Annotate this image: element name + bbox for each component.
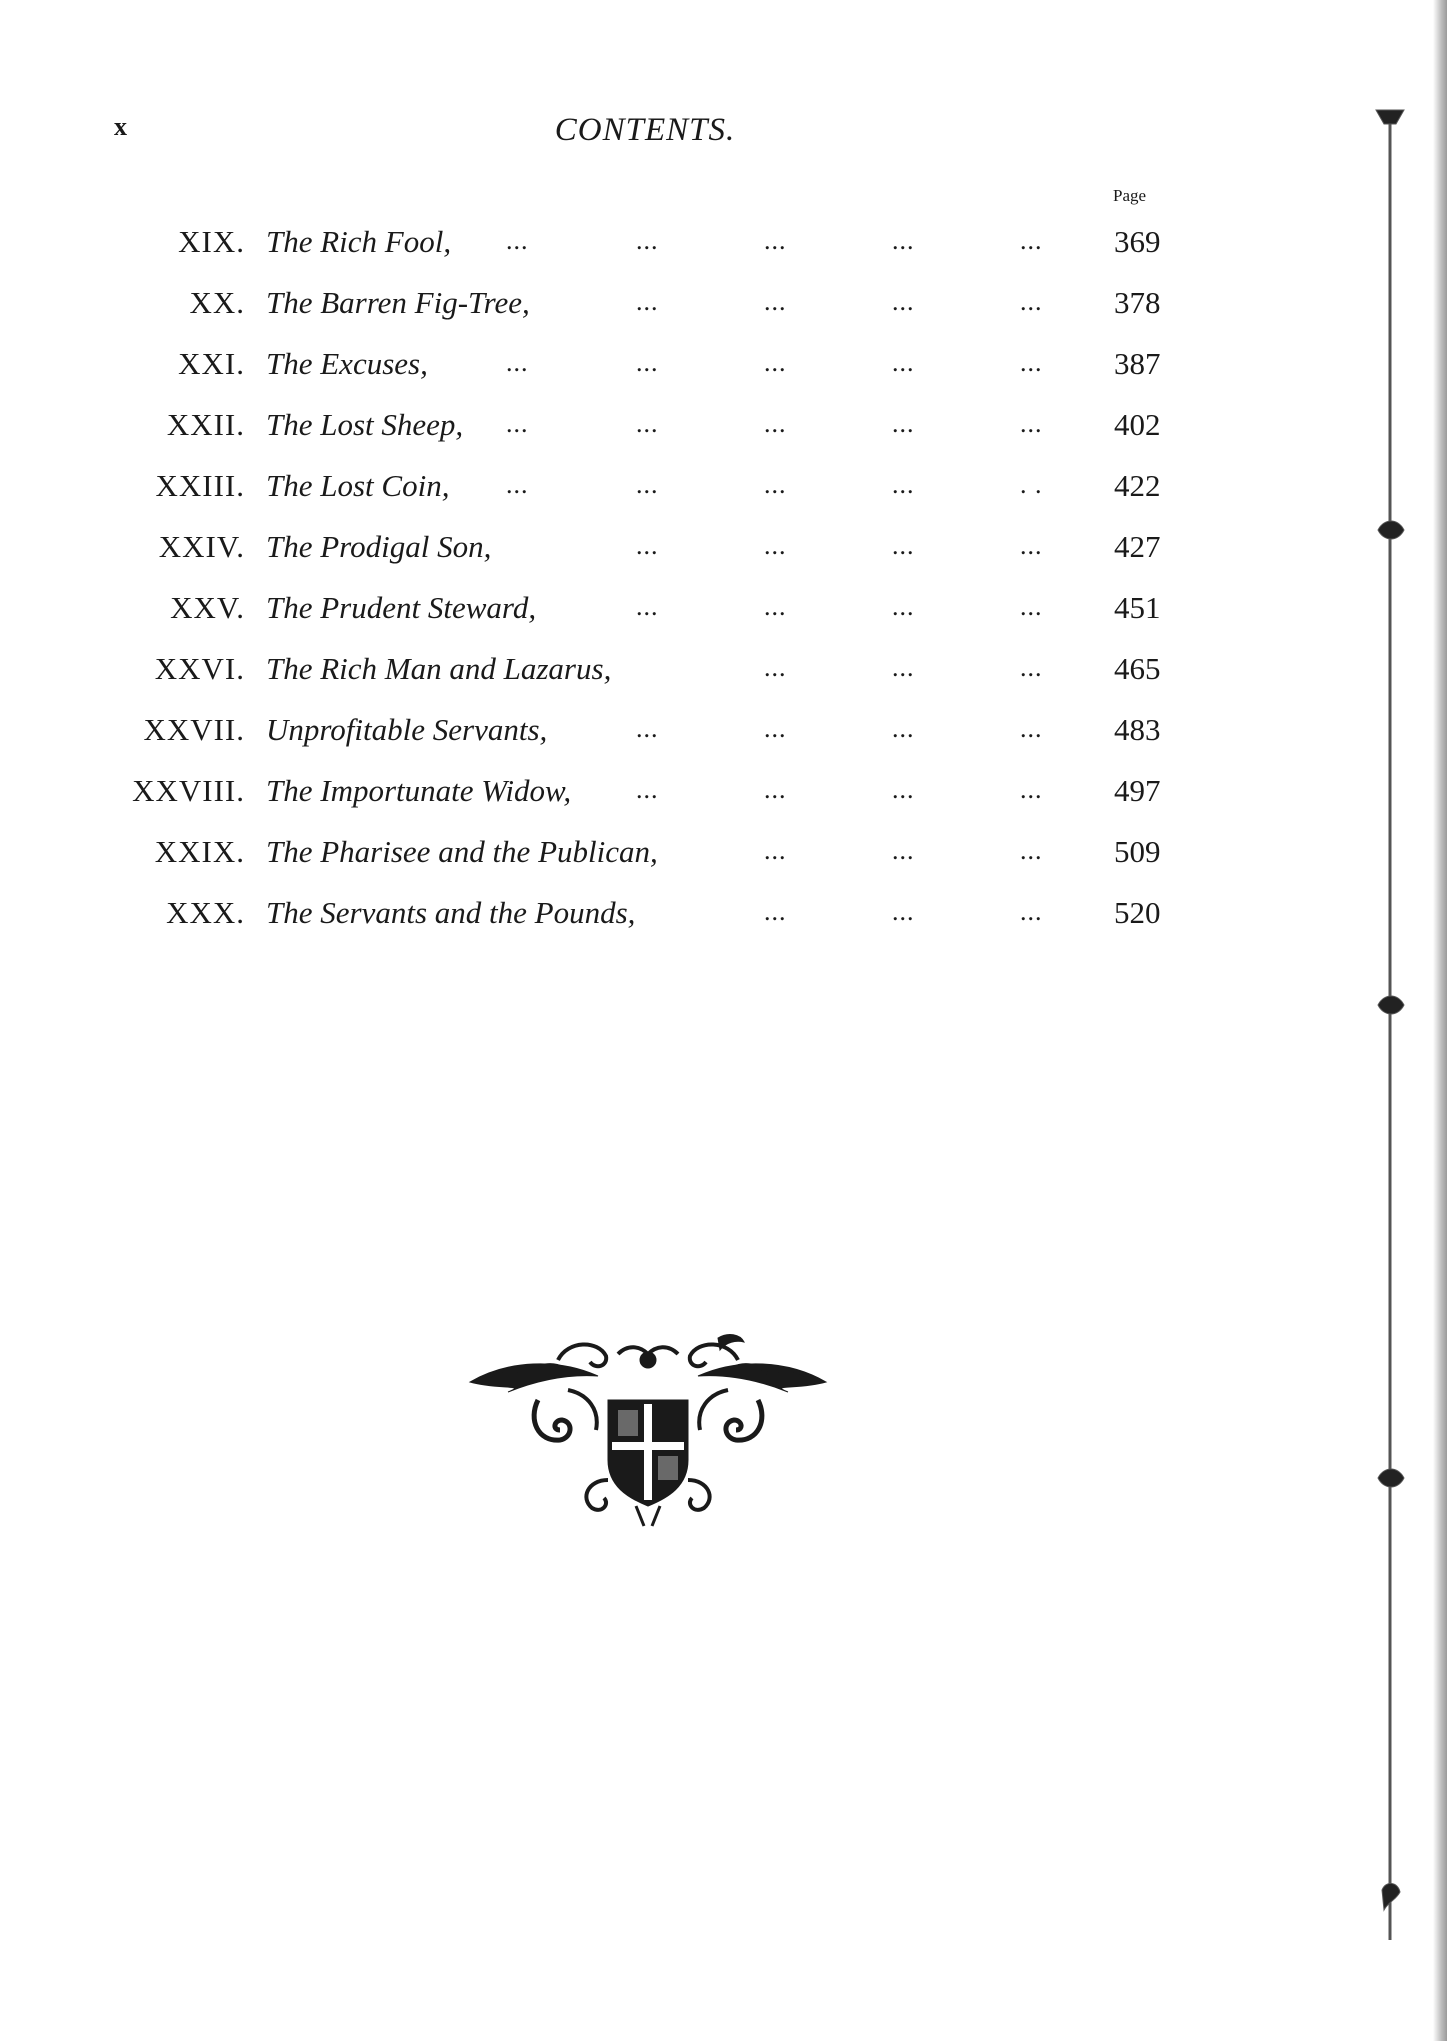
contents-entry[interactable] <box>0 700 1290 761</box>
contents-entry[interactable] <box>0 822 1290 883</box>
contents-entry[interactable] <box>0 578 1290 639</box>
page-number[interactable]: 483 <box>1114 712 1161 747</box>
chapter-numeral: XIX. <box>178 224 245 259</box>
chapter-numeral: XXX. <box>166 895 245 930</box>
dot-leader: ... <box>1020 226 1043 255</box>
dot-leader: ... <box>1020 836 1043 865</box>
dot-leader: ... <box>636 409 659 438</box>
dot-leader: ... <box>764 470 787 499</box>
dot-leader: ... <box>764 287 787 316</box>
chapter-title[interactable]: The Excuses, <box>266 346 428 381</box>
contents-entry[interactable] <box>0 395 1290 456</box>
dot-leader: ... <box>764 836 787 865</box>
chapter-numeral: XXVII. <box>143 712 245 747</box>
chapter-numeral: XXV. <box>170 590 245 625</box>
dot-leader: ... <box>892 470 915 499</box>
dot-leader: ... <box>764 592 787 621</box>
dot-leader: ... <box>636 531 659 560</box>
dot-leader: . . <box>1020 470 1043 499</box>
dot-leader: ... <box>892 409 915 438</box>
chapter-title[interactable]: The Prudent Steward, <box>266 590 537 625</box>
dot-leader: ... <box>1020 348 1043 377</box>
page-title: CONTENTS. <box>554 112 736 148</box>
chapter-title[interactable]: The Barren Fig-Tree, <box>266 285 530 320</box>
binding-thread-icon <box>1370 100 1410 1950</box>
dot-leader: ... <box>892 348 915 377</box>
dot-leader: ... <box>764 531 787 560</box>
dot-leader: ... <box>764 348 787 377</box>
dot-leader: ... <box>1020 531 1043 560</box>
contents-list <box>0 212 1290 944</box>
dot-leader: ... <box>764 409 787 438</box>
chapter-title[interactable]: The Rich Fool, <box>266 224 452 259</box>
chapter-title[interactable]: The Lost Sheep, <box>266 407 464 442</box>
dot-leader: ... <box>636 592 659 621</box>
chapter-numeral: XXVI. <box>154 651 245 686</box>
dot-leader: ... <box>1020 775 1043 804</box>
dot-leader: ... <box>506 409 529 438</box>
page-number[interactable]: 427 <box>1114 529 1161 564</box>
dot-leader: ... <box>892 836 915 865</box>
dot-leader: ... <box>636 470 659 499</box>
chapter-numeral: XXIX. <box>154 834 245 869</box>
chapter-title[interactable]: The Importunate Widow, <box>266 773 572 808</box>
dot-leader: ... <box>892 653 915 682</box>
dot-leader: ... <box>764 714 787 743</box>
contents-entry[interactable] <box>0 456 1290 517</box>
dot-leader: ... <box>764 226 787 255</box>
page-number[interactable]: 378 <box>1114 285 1161 320</box>
chapter-title[interactable]: The Rich Man and Lazarus, <box>266 651 612 686</box>
dot-leader: ... <box>506 226 529 255</box>
dot-leader: ... <box>1020 287 1043 316</box>
page-number[interactable]: 451 <box>1114 590 1161 625</box>
floral-shield-ornament-icon <box>468 1330 828 1530</box>
page-number[interactable]: 520 <box>1114 895 1161 930</box>
chapter-title[interactable]: The Lost Coin, <box>266 468 450 503</box>
dot-leader: ... <box>892 897 915 926</box>
page-column-label: Page <box>1113 186 1147 205</box>
page-number[interactable]: 387 <box>1114 346 1161 381</box>
dot-leader: ... <box>636 775 659 804</box>
contents-entry[interactable] <box>0 639 1290 700</box>
contents-entry[interactable] <box>0 273 1290 334</box>
dot-leader: ... <box>892 531 915 560</box>
contents-entry[interactable] <box>0 212 1290 273</box>
dot-leader: ... <box>764 897 787 926</box>
dot-leader: ... <box>1020 592 1043 621</box>
page-number[interactable]: 422 <box>1114 468 1161 503</box>
contents-entry[interactable] <box>0 761 1290 822</box>
chapter-title[interactable]: Unprofitable Servants, <box>266 712 548 747</box>
dot-leader: ... <box>636 348 659 377</box>
dot-leader: ... <box>1020 714 1043 743</box>
chapter-numeral: XXIV. <box>158 529 245 564</box>
dot-leader: ... <box>636 714 659 743</box>
dot-leader: ... <box>892 226 915 255</box>
chapter-numeral: XXII. <box>166 407 245 442</box>
dot-leader: ... <box>892 287 915 316</box>
dot-leader: ... <box>506 348 529 377</box>
dot-leader: ... <box>636 287 659 316</box>
dot-leader: ... <box>636 226 659 255</box>
dot-leader: ... <box>506 470 529 499</box>
chapter-title[interactable]: The Pharisee and the Publican, <box>266 834 658 869</box>
chapter-numeral: XX. <box>189 285 245 320</box>
contents-entry[interactable] <box>0 334 1290 395</box>
chapter-title[interactable]: The Prodigal Son, <box>266 529 492 564</box>
dot-leader: ... <box>892 714 915 743</box>
contents-entry[interactable] <box>0 883 1290 944</box>
chapter-title[interactable]: The Servants and the Pounds, <box>266 895 636 930</box>
page-number[interactable]: 509 <box>1114 834 1161 869</box>
page-edge-shadow <box>1433 0 1447 2041</box>
dot-leader: ... <box>892 775 915 804</box>
dot-leader: ... <box>1020 897 1043 926</box>
page-number[interactable]: 369 <box>1114 224 1161 259</box>
dot-leader: ... <box>764 775 787 804</box>
dot-leader: ... <box>892 592 915 621</box>
page-number[interactable]: 465 <box>1114 651 1161 686</box>
dot-leader: ... <box>764 653 787 682</box>
contents-entry[interactable] <box>0 517 1290 578</box>
chapter-numeral: XXI. <box>178 346 245 381</box>
page-number[interactable]: 402 <box>1114 407 1161 442</box>
page-number[interactable]: 497 <box>1114 773 1161 808</box>
dot-leader: ... <box>1020 653 1043 682</box>
chapter-numeral: XXVIII. <box>132 773 245 808</box>
page-mark: x <box>114 112 127 141</box>
dot-leader: ... <box>1020 409 1043 438</box>
chapter-numeral: XXIII. <box>155 468 245 503</box>
